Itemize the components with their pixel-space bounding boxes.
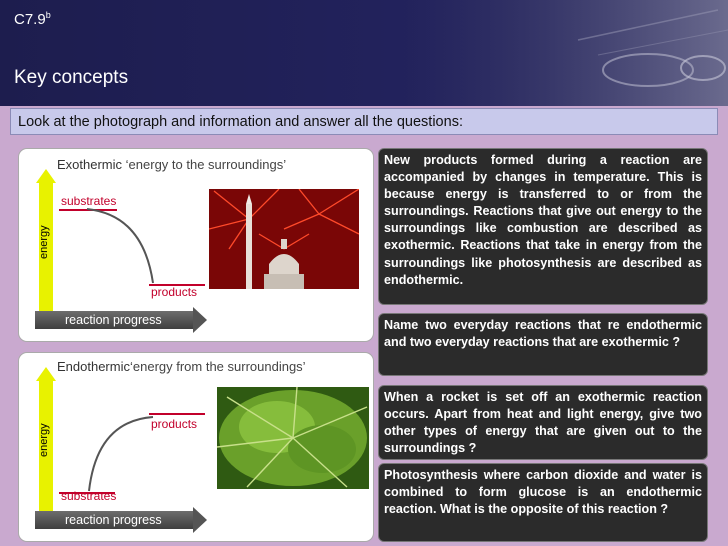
question-1: Name two everyday reactions that re endothermic and two everyday reactions that are exothermic ? bbox=[378, 313, 708, 376]
endothermic-title-text: Endothermic bbox=[57, 359, 130, 374]
slide-header bbox=[0, 0, 728, 106]
exothermic-subtitle: ‘energy to the surroundings’ bbox=[125, 157, 287, 172]
exothermic-products-label: products bbox=[151, 285, 198, 299]
exothermic-diagram-panel bbox=[18, 148, 374, 342]
reaction-progress-arrowhead bbox=[193, 507, 207, 533]
exothermic-curve bbox=[79, 207, 159, 287]
page-title: Key concepts bbox=[14, 67, 129, 88]
header-decorative-image bbox=[398, 0, 728, 106]
leaf-photo bbox=[217, 387, 369, 489]
endothermic-substrates-label: substrates bbox=[61, 489, 117, 503]
exothermic-y-label: energy bbox=[38, 225, 50, 259]
endothermic-title bbox=[57, 359, 306, 374]
endothermic-subtitle: ‘energy from the surroundings’ bbox=[129, 359, 306, 374]
question-2: When a rocket is set off an exothermic reaction occurs. Apart from heat and light energy, give two other types of energy that are given out to the surroundings ? bbox=[378, 385, 708, 460]
endothermic-diagram-panel bbox=[18, 352, 374, 542]
lesson-code-sup: b bbox=[45, 10, 51, 20]
endothermic-curve bbox=[79, 415, 159, 495]
question-3: Photosynthesis where carbon dioxide and water is combined to form glucose is an endothermic reaction. What is the opposite of this reaction ? bbox=[378, 463, 708, 542]
exothermic-title bbox=[57, 157, 286, 172]
info-text-box: New products formed during a reaction are accompanied by changes in temperature. This is because energy is transferred to or from the surroundings. Reactions that give out energy to the surroundings like combustion are described as exothermic. Reactions that take in energy from the surroundings like photosynthesis are described as endothermic. bbox=[378, 148, 708, 305]
endothermic-products-label: products bbox=[151, 417, 198, 431]
instruction-bar: Look at the photograph and information and answer all the questions: bbox=[10, 108, 718, 135]
endothermic-y-label: energy bbox=[38, 423, 50, 457]
fireworks-photo bbox=[209, 189, 359, 289]
endothermic-x-label: reaction progress bbox=[35, 511, 193, 529]
lesson-code-text: C7.9 bbox=[14, 11, 46, 28]
exothermic-x-label: reaction progress bbox=[35, 311, 193, 329]
exothermic-substrates-label: substrates bbox=[61, 194, 117, 208]
lesson-code bbox=[14, 10, 51, 28]
reaction-progress-arrowhead bbox=[193, 307, 207, 333]
exothermic-title-text: Exothermic bbox=[57, 157, 123, 172]
